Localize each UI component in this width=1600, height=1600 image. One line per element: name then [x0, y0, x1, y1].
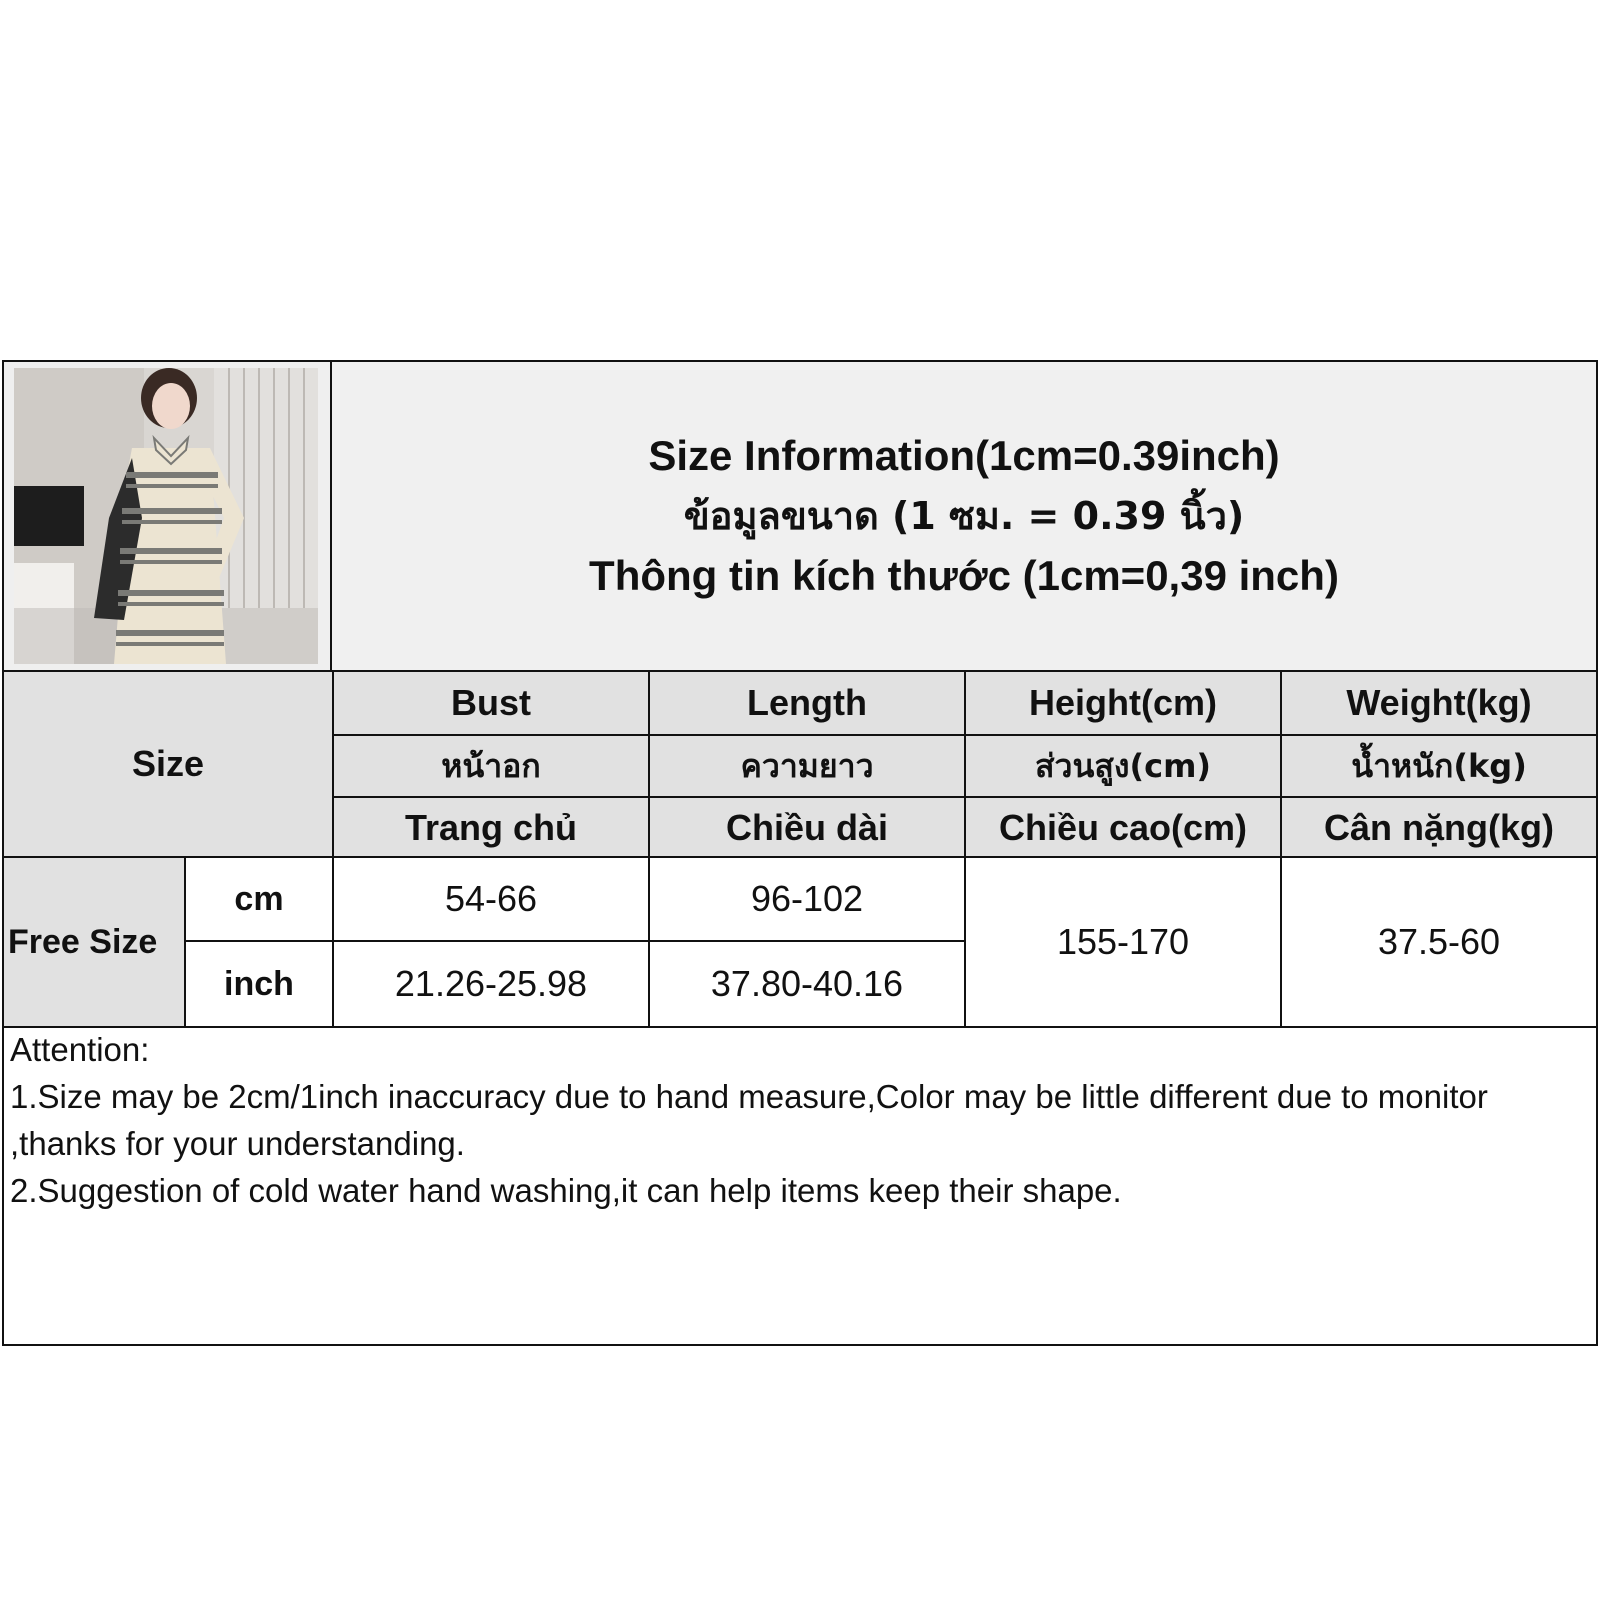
col-length-en: Length — [648, 672, 964, 734]
bust-inch: 21.26-25.98 — [332, 940, 648, 1026]
unit-inch: inch — [184, 940, 332, 1026]
notes-line-2: 2.Suggestion of cold water hand washing,it can help items keep their shape. — [10, 1172, 1122, 1209]
title-english: Size Information(1cm=0.39inch) — [648, 432, 1280, 479]
size-table — [4, 670, 1596, 1026]
col-length-th: ความยาว — [648, 734, 964, 796]
size-header — [4, 672, 332, 856]
unit-cm: cm — [184, 858, 332, 940]
row-free-size — [4, 858, 184, 1026]
header-band — [4, 362, 1596, 670]
length-cm: 96-102 — [648, 858, 964, 940]
col-weight-th: น้ำหนัก(kg) — [1280, 734, 1596, 796]
col-height-th: ส่วนสูง(cm) — [964, 734, 1280, 796]
col-height-vi: Chiều cao(cm) — [964, 796, 1280, 858]
product-photo-image — [14, 368, 318, 664]
size-chart — [2, 360, 1598, 1346]
col-bust-en: Bust — [332, 672, 648, 734]
col-length-vi: Chiều dài — [648, 796, 964, 858]
row-free-size-label: Free Size — [8, 922, 158, 961]
product-photo — [4, 362, 332, 670]
height-range: 155-170 — [964, 858, 1280, 1026]
weight-range: 37.5-60 — [1280, 858, 1596, 1026]
notes-line-1: 1.Size may be 2cm/1inch inaccuracy due to hand measure,Color may be little different due to monitor ,thanks for your understanding. — [10, 1078, 1488, 1162]
notes-heading: Attention: — [10, 1031, 150, 1068]
col-bust-vi: Trang chủ — [332, 796, 648, 858]
col-height-en: Height(cm) — [964, 672, 1280, 734]
bust-cm: 54-66 — [332, 858, 648, 940]
length-inch: 37.80-40.16 — [648, 940, 964, 1026]
col-bust-th: หน้าอก — [332, 734, 648, 796]
size-header-label: Size — [131, 743, 205, 784]
title-area — [332, 362, 1596, 670]
attention-notes — [10, 1026, 1590, 1214]
title-vietnamese: Thông tin kích thước (1cm=0,39 inch) — [589, 552, 1339, 599]
col-weight-vi: Cân nặng(kg) — [1280, 796, 1596, 858]
title-thai: ข้อมูลขนาด (1 ซม. = 0.39 นิ้ว) — [683, 494, 1245, 538]
col-weight-en: Weight(kg) — [1280, 672, 1596, 734]
